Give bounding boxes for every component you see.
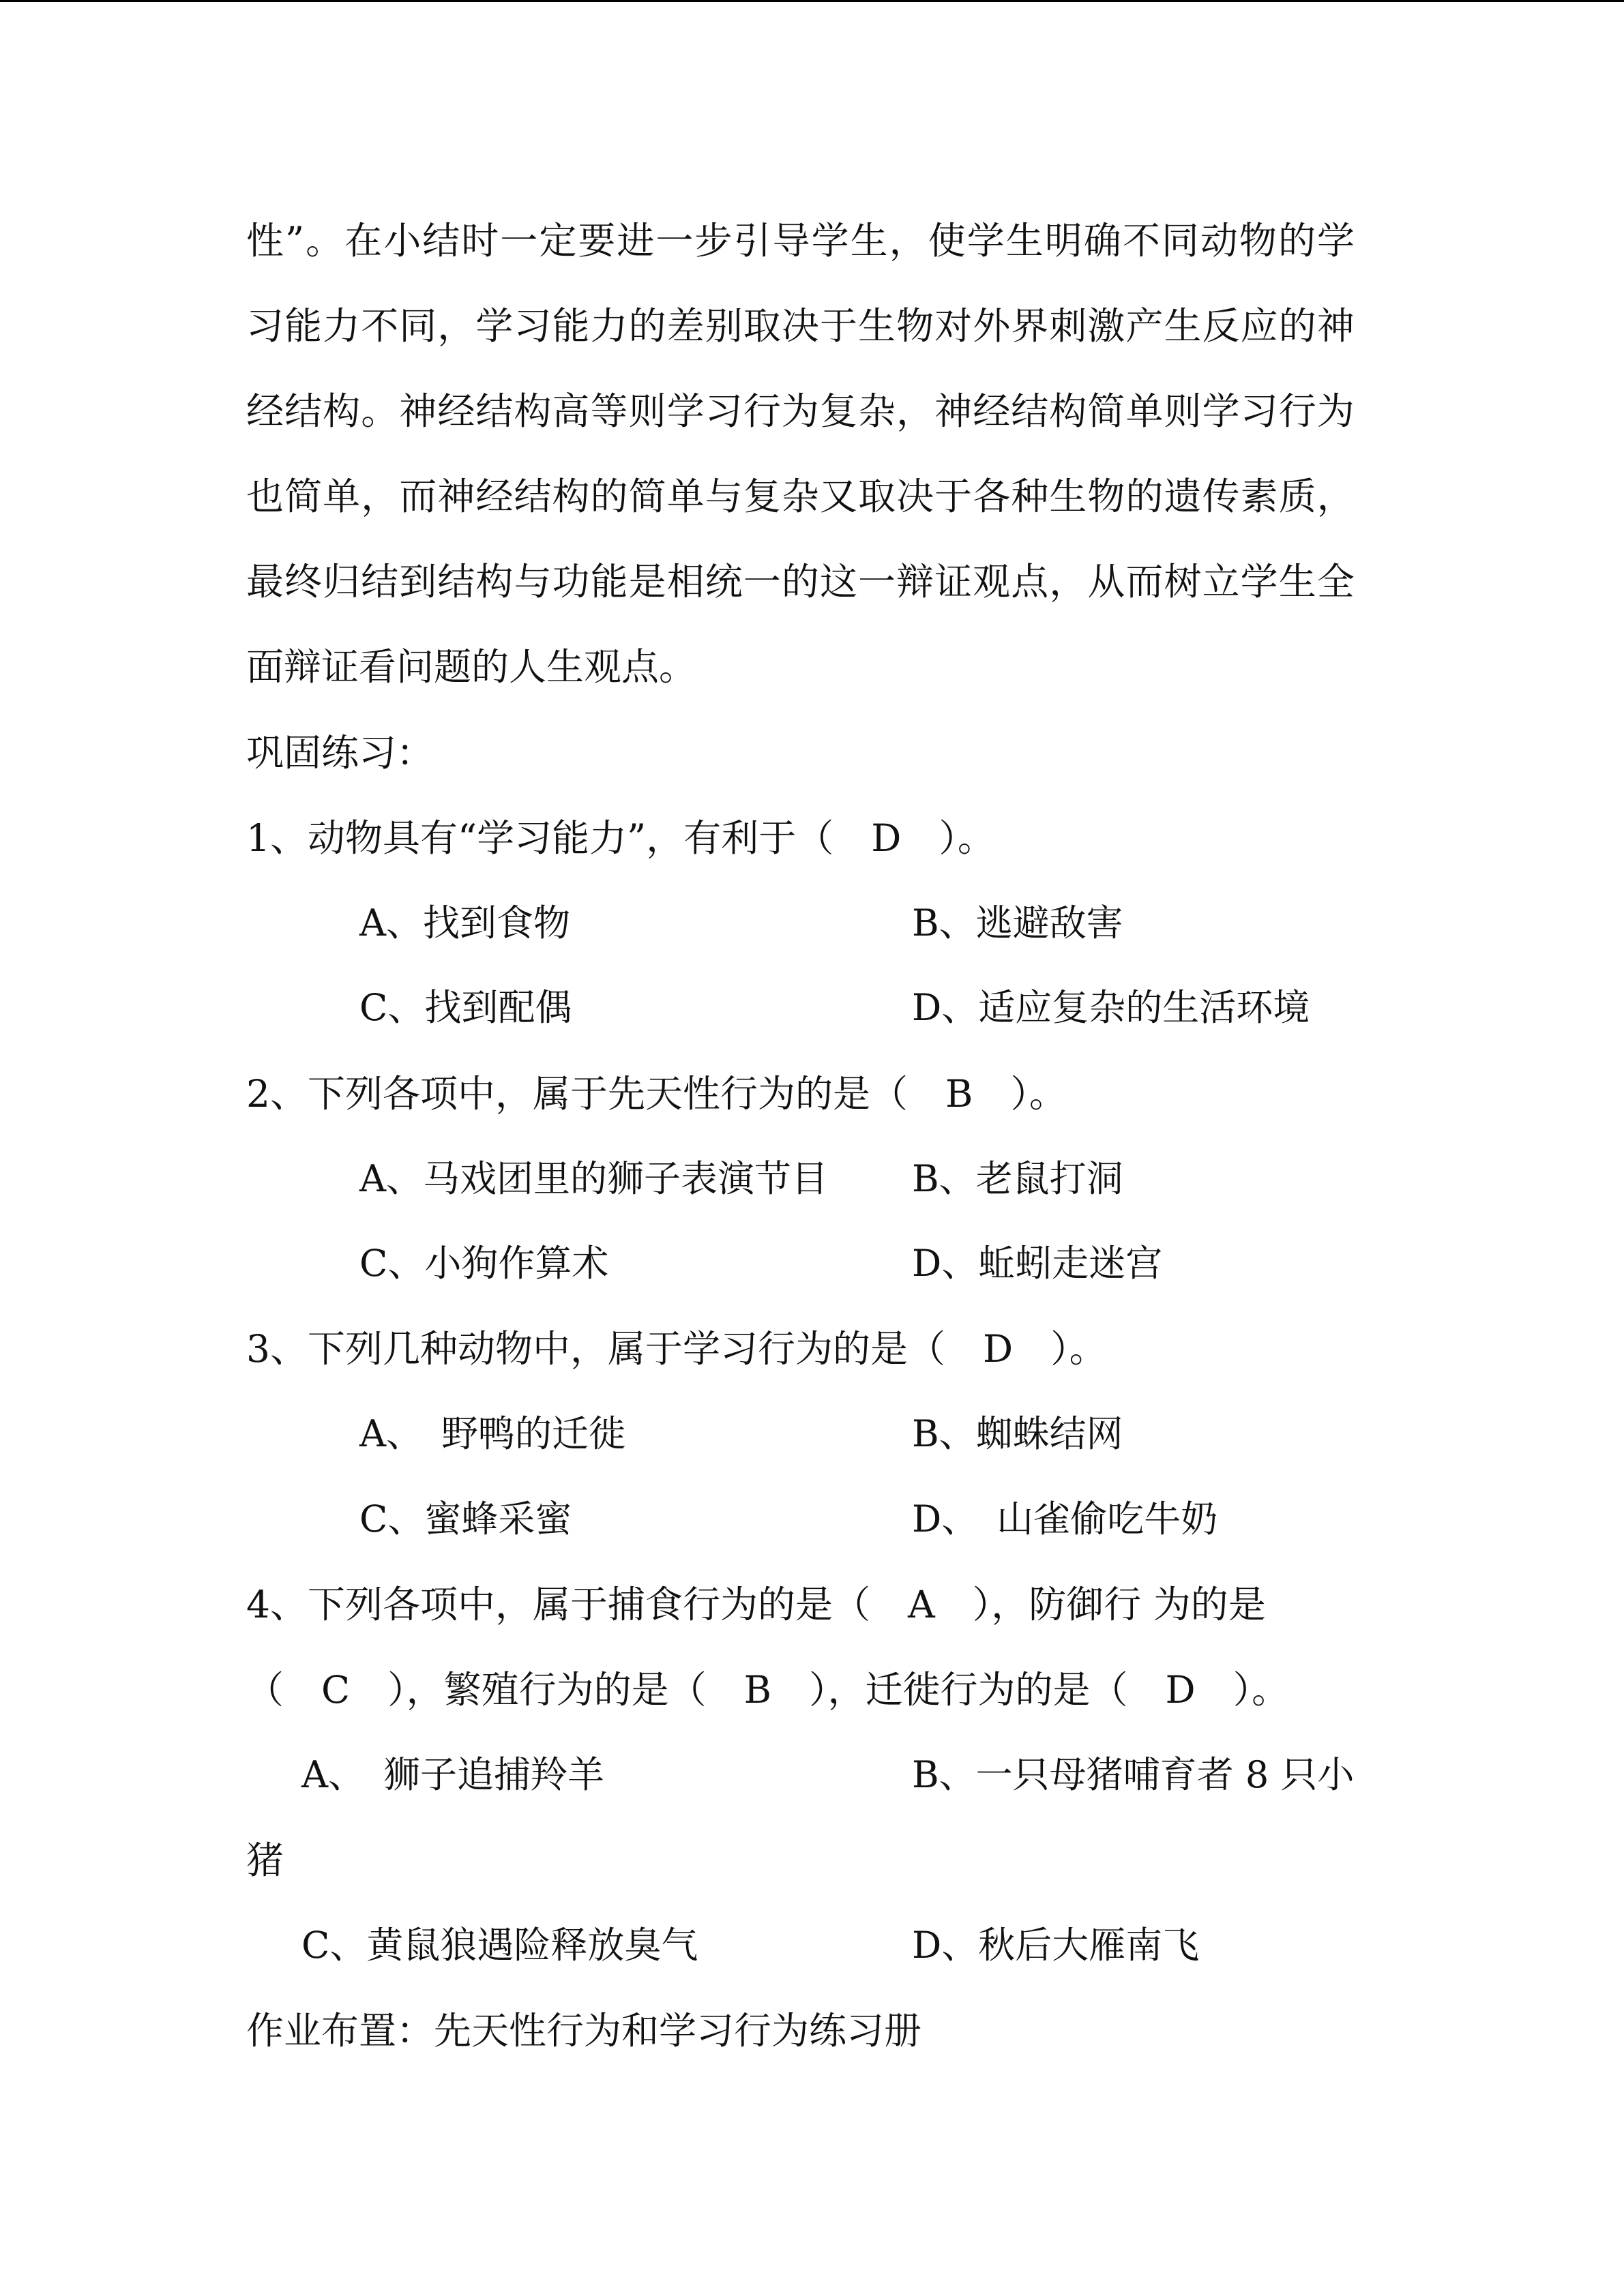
question-2-option-b: B、老鼠打洞 [912, 1157, 1123, 1200]
question-3-option-a: A、 野鸭的迁徙 [359, 1412, 625, 1455]
question-4-option-b: B、一只母猪哺育者 8 只小 [912, 1753, 1355, 1796]
paragraph-line-1: 性 ” 。 在 小 结 时 一 定 要 进 一 步 引 导 学 生 ， 使 学 生 明 确 不 同 动 物 的 学 [246, 219, 1355, 263]
question-4-option-c: C、黄鼠狼遇险释放臭气 [301, 1924, 698, 1967]
homework-line: 作业布置：先天性行为和学习行为练习册 [246, 2009, 922, 2053]
question-4-stem-line-2: （ C ），繁殖行为的是（ B ），迁徙行为的是（ D ）。 [246, 1668, 1290, 1712]
question-2-option-d: D、蚯蚓走迷宫 [912, 1242, 1163, 1285]
paragraph-line-6: 面辩证看问题的人生观点。 [246, 645, 697, 689]
question-4-stem-line-1: 4、下列各项中，属于捕食行为的是（ A ），防御行 为的是 [246, 1583, 1266, 1626]
paragraph-line-2: 习 能 力 不 同 ， 学 习 能 力 的 差 别 取 决 于 生 物 对 外 界 刺 激 产 生 反 应 的 神 [246, 304, 1355, 348]
question-1-option-a: A、找到食物 [359, 901, 570, 944]
paragraph-line-3: 经 结 构 。 神 经 结 构 高 等 则 学 习 行 为 复 杂 ， 神 经 结 构 简 单 则 学 习 行 为 [246, 389, 1355, 433]
paragraph-line-4: 也 简 单 ， 而 神 经 结 构 的 简 单 与 复 杂 又 取 决 于 各 种 生 物 的 遗 传 素 质 ， [246, 475, 1355, 518]
question-1-option-c: C、找到配偶 [359, 986, 572, 1029]
question-4-option-d: D、秋后大雁南飞 [912, 1924, 1200, 1967]
practice-heading: 巩固练习： [246, 731, 434, 775]
question-2-option-a: A、马戏团里的狮子表演节目 [359, 1157, 828, 1200]
question-4-option-b-wrap: 猪 [246, 1838, 284, 1882]
question-3-stem: 3、下列几种动物中，属于学习行为的是（ D ）。 [246, 1327, 1107, 1371]
question-3-option-c: C、蜜蜂采蜜 [359, 1497, 572, 1540]
paragraph-line-5: 最 终 归 结 到 结 构 与 功 能 是 相 统 一 的 这 一 辩 证 观 点 ， 从 而 树 立 学 生 全 [246, 560, 1355, 603]
question-1-stem: 1、动物具有“学习能力”，有利于（ D ）。 [246, 816, 995, 860]
question-3-option-b: B、蜘蛛结网 [912, 1412, 1123, 1455]
question-2-stem: 2、下列各项中，属于先天性行为的是（ B ）。 [246, 1072, 1067, 1116]
question-1-option-b: B、逃避敌害 [912, 901, 1123, 944]
question-3-option-d: D、 山雀偷吃牛奶 [912, 1497, 1218, 1540]
question-1-option-d: D、适应复杂的生活环境 [912, 986, 1310, 1029]
question-2-option-c: C、小狗作算术 [359, 1242, 609, 1285]
page-top-border [0, 0, 1624, 2]
question-4-option-a: A、 狮子追捕羚羊 [301, 1753, 604, 1796]
